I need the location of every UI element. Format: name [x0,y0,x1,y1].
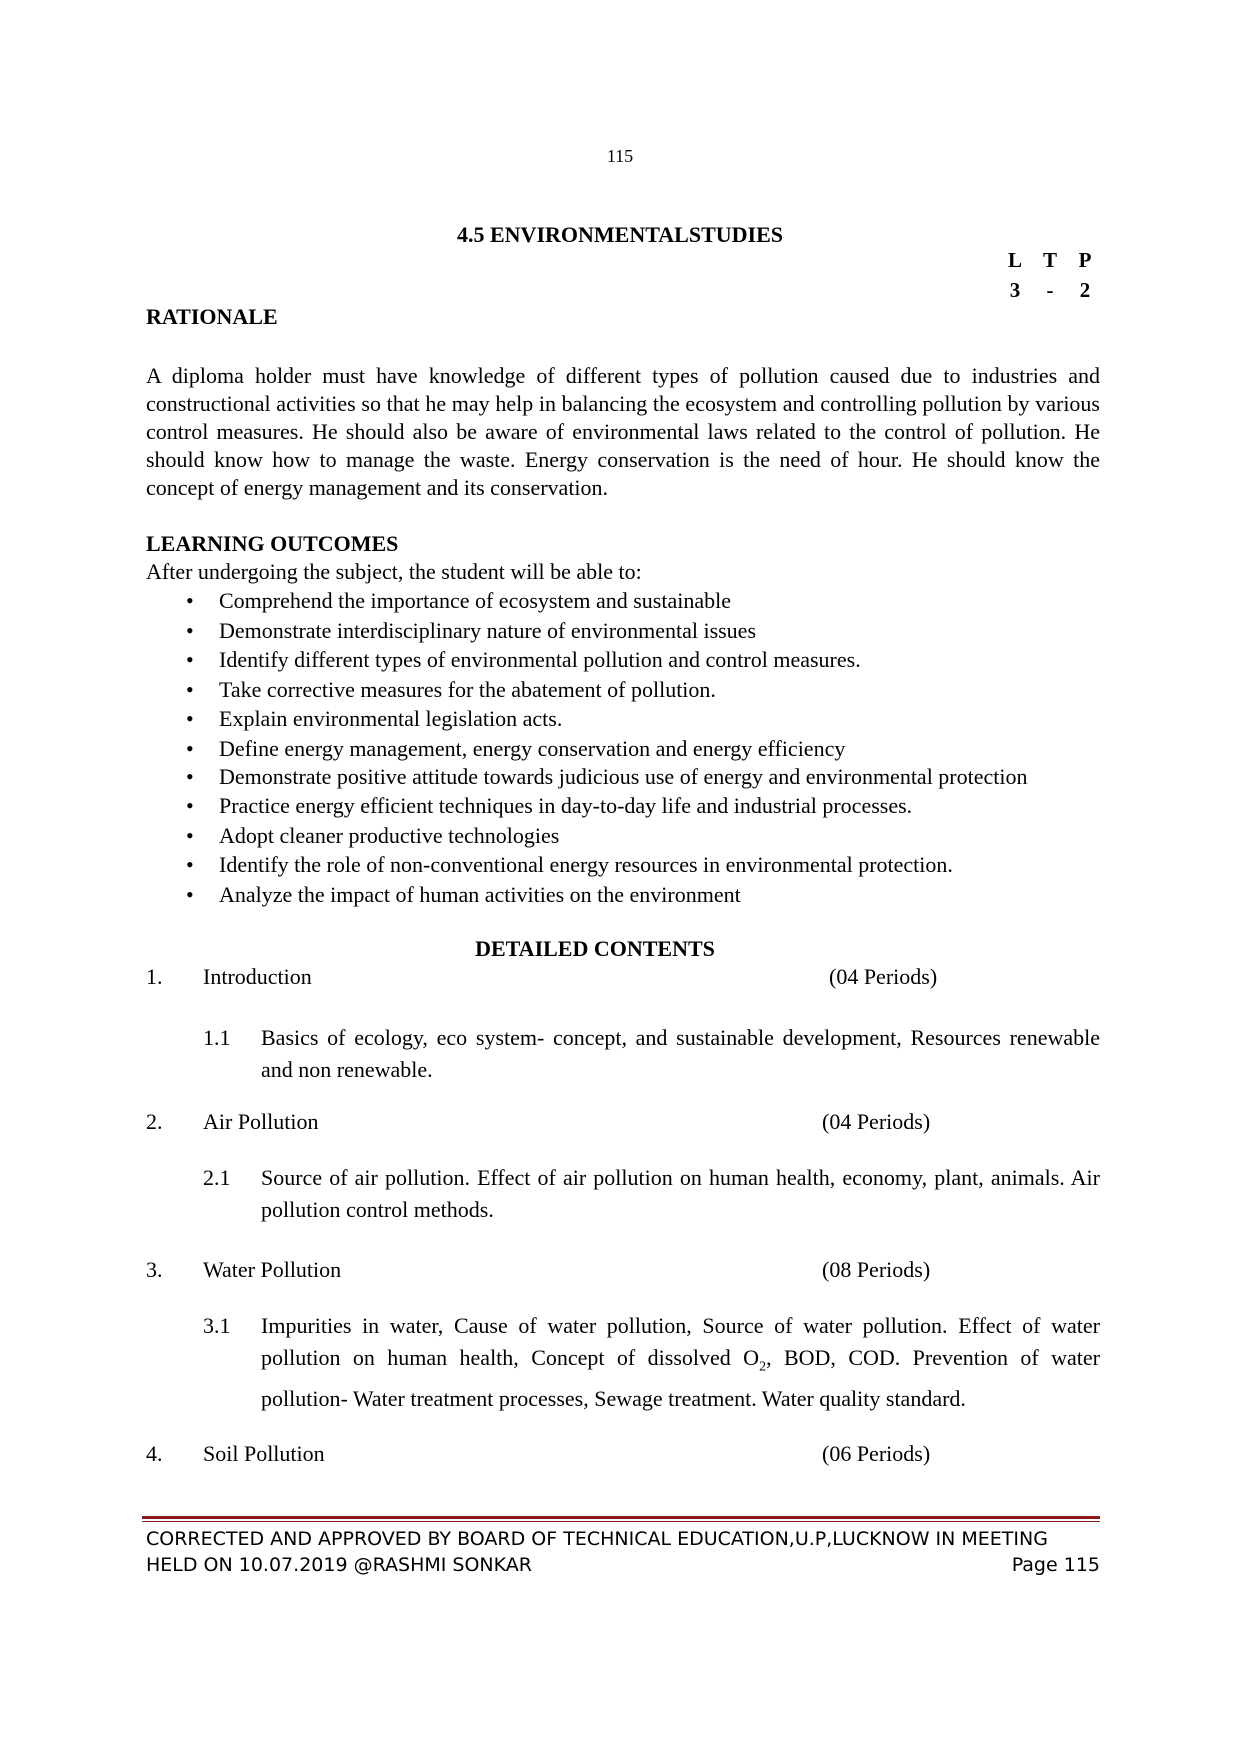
list-item [146,645,1100,675]
list-item [146,616,1100,646]
ltp-headers [1000,248,1100,273]
rationale-text: A diploma holder must have knowledge of different types of pollution caused due to industries and constructional activities so that he may help in balancing the ecosystem and controlling pollution by various control measures. He should also be aware of environmental laws related to the control of pollution. He should know how to manage the waste. Energy conservation is the need of hour. He should know the concept of energy management and its conservation. [146,363,1100,500]
subsection [203,1310,1100,1415]
bullet-icon: • [186,822,194,848]
ltp-value-p: 2 [1079,278,1091,302]
subsection [203,1022,1100,1086]
ltp-header-t: T [1042,248,1057,272]
bullet-icon: • [186,617,194,643]
bullet-icon: • [186,676,194,702]
section-number: 4. [146,1441,163,1466]
list-item [146,734,1100,764]
footer-divider-thin [142,1521,1100,1522]
bullet-icon: • [186,881,194,907]
learning-outcomes-heading: LEARNING OUTCOMES [146,531,399,556]
bullet-icon: • [186,588,194,613]
section-title: Air Pollution [203,1109,319,1134]
detailed-contents-heading: DETAILED CONTENTS [475,936,715,961]
subsection-number: 1.1 [203,1025,231,1050]
section-number: 1. [146,964,163,989]
section-row [0,1106,1240,1138]
learning-outcomes-intro: After undergoing the subject, the student will be able to: [146,559,642,584]
list-item [146,850,1100,880]
list-item-text: Analyze the impact of human activities on the environment [219,881,741,907]
subsection-text: Source of air pollution. Effect of air pollution on human health, economy, plant, animals. Air pollution control methods. [261,1165,1100,1222]
list-item [146,791,1100,821]
ltp-value-t: - [1046,278,1054,302]
list-item-text: Take corrective measures for the abatement of pollution. [219,676,716,702]
bullet-icon: • [186,793,194,818]
bullet-icon: • [186,735,194,761]
list-item-text: Demonstrate interdisciplinary nature of environmental issues [219,617,757,643]
ltp-values [1000,278,1100,303]
footer-line-1: CORRECTED AND APPROVED BY BOARD OF TECHNICAL EDUCATION,U.P,LUCKNOW IN MEETING [146,1528,1048,1550]
subsection-text: Impurities in water, Cause of water pollution, Source of water pollution. Effect of water pollution on human health, Concept of dissolved $O_2$, BOD, COD. Prevention of water pollution- Water treatment processes, Sewage treatment. Water quality standard. [261,1313,1100,1412]
learning-outcomes [146,530,1100,909]
section-row [0,1254,1240,1286]
bullet-icon: • [186,764,194,789]
ltp-header-p: P [1078,248,1092,272]
list-item-text: Comprehend the importance of ecosystem and sustainable [219,588,731,613]
page-number: 115 [606,146,634,166]
list-item [146,675,1100,705]
bullet-icon: • [186,706,194,731]
list-item-text: Adopt cleaner productive technologies [219,822,560,848]
footer-line-2 [146,1552,1100,1578]
list-item [146,763,1100,791]
list-item-text: Explain environmental legislation acts. [219,706,563,731]
section-title: Introduction [203,964,312,989]
list-item [146,704,1100,734]
ltp-value-l: 3 [1009,278,1021,302]
section-row [0,1438,1240,1470]
list-item-text: Identify the role of non-conventional energy resources in environmental protection. [219,852,953,877]
footer-page-label: Page 115 [1011,1554,1100,1576]
subsection-number: 2.1 [203,1165,231,1190]
subsection-text: Basics of ecology, eco system- concept, and sustainable development, Resources renewable and non renewable. [261,1025,1100,1082]
list-item-text: Demonstrate positive attitude towards judicious use of energy and environmental protection [219,764,1028,789]
bullet-icon: • [186,647,194,672]
learning-outcomes-list [146,586,1100,909]
section-periods: (04 Periods) [822,1109,931,1134]
section-number: 2. [146,1109,163,1134]
section-periods: (08 Periods) [822,1257,931,1282]
section-periods: (04 Periods) [829,964,938,989]
subsection-number: 3.1 [203,1313,231,1338]
subscript: 2 [759,1359,767,1375]
list-item-text: Define energy management, energy conservation and energy efficiency [219,735,846,761]
ltp-header-l: L [1007,248,1022,272]
list-item [146,880,1100,910]
footer-divider [142,1516,1100,1519]
section-periods: (06 Periods) [822,1441,931,1466]
section-title: Water Pollution [203,1257,342,1282]
subsection [203,1162,1100,1226]
footer-approval-date: HELD ON 10.07.2019 @RASHMI SONKAR [146,1554,532,1576]
list-item-text: Practice energy efficient techniques in day-to-day life and industrial processes. [219,793,913,818]
list-item-text: Identify different types of environmental pollution and control measures. [219,647,861,672]
list-item [146,586,1100,616]
section-number: 3. [146,1257,163,1282]
rationale-heading: RATIONALE [146,304,278,329]
bullet-icon: • [186,852,194,877]
list-item [146,821,1100,851]
section-row [0,961,1240,993]
page-title: 4.5 ENVIRONMENTALSTUDIES [457,222,783,247]
section-title: Soil Pollution [203,1441,325,1466]
